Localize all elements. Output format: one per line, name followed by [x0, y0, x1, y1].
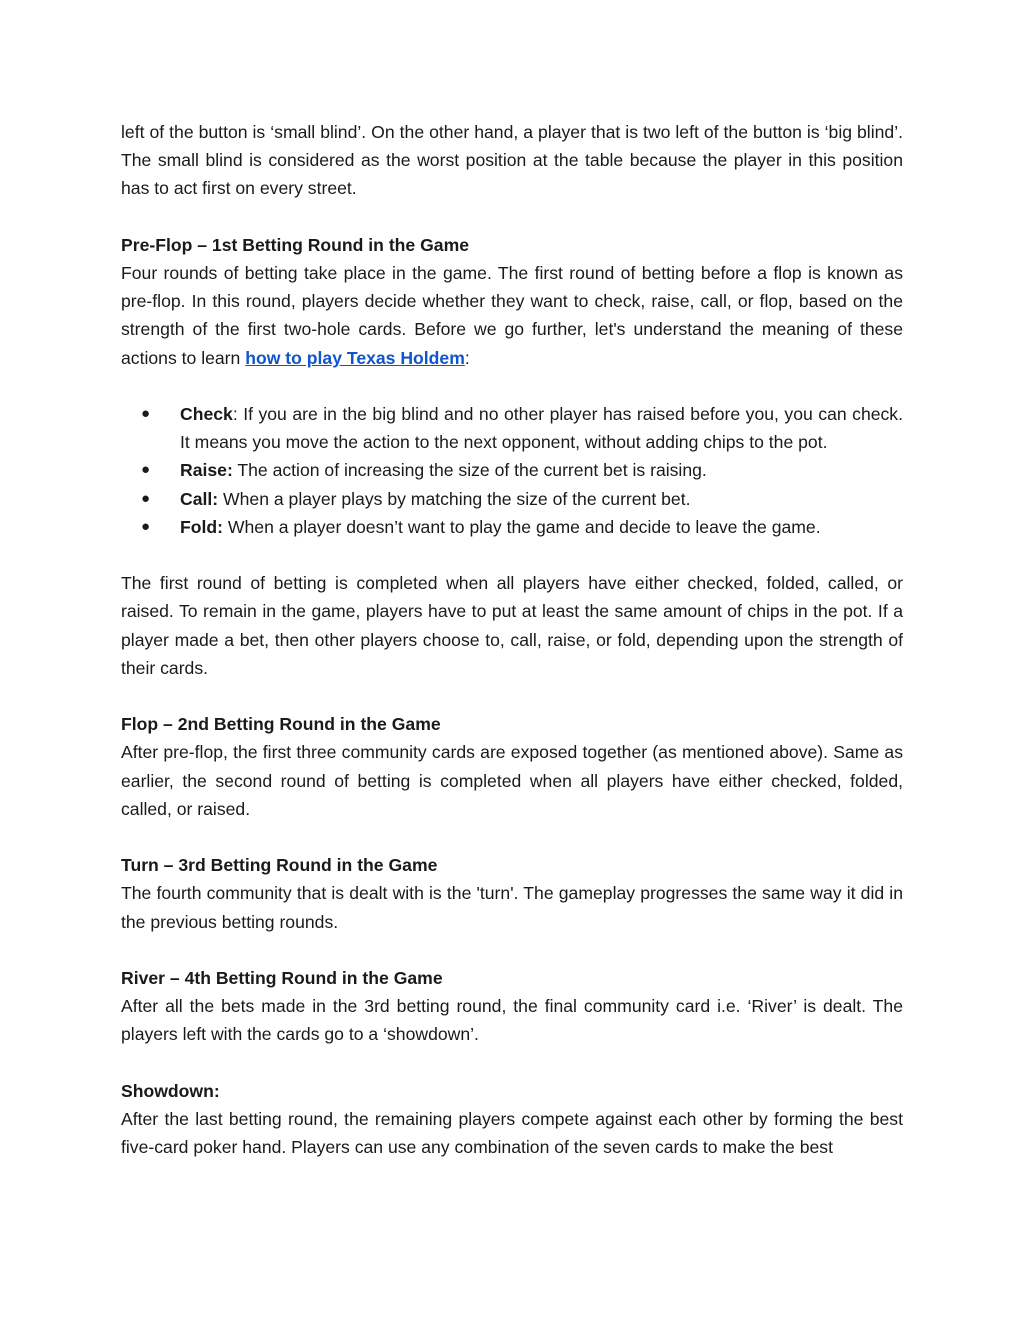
- list-item-raise: [121, 456, 903, 484]
- showdown-paragraph: After the last betting round, the remaining players compete against each other by forming the best five-card poker hand. Players can use any combination of the seven cards to make the best: [121, 1109, 903, 1158]
- bullet-icon: ●: [141, 461, 151, 479]
- list-item-call: [121, 485, 903, 513]
- preflop-text-end: :: [464, 347, 470, 368]
- definition-raise: The action of increasing the size of the current bet is raising.: [232, 460, 707, 481]
- term-call: Call:: [180, 488, 219, 509]
- spacer: [121, 823, 903, 851]
- preflop-text: Four rounds of betting take place in the game. The first round of betting before a flop is known as pre-flop. In this round, players decide whether they want to check, raise, call, or flop, based on the strength of the first two-hole cards. Before we go further, let's understand the meaning of these actions to learn: [121, 263, 903, 368]
- list-item-fold: [121, 513, 903, 541]
- preflop-heading: Pre-Flop – 1st Betting Round in the Game: [121, 234, 469, 255]
- spacer: [121, 1049, 903, 1077]
- spacer: [121, 682, 903, 710]
- actions-list: [121, 400, 903, 541]
- turn-paragraph: The fourth community that is dealt with is the 'turn'. The gameplay progresses the same way it did in the previous betting rounds.: [121, 883, 903, 932]
- river-paragraph: After all the bets made in the 3rd betting round, the final community card i.e. ‘River’ is dealt. The players left with the cards go to a ‘showdown’.: [121, 996, 903, 1045]
- showdown-heading: Showdown:: [121, 1080, 220, 1101]
- preflop-paragraph: [121, 259, 903, 372]
- first-round-paragraph: The first round of betting is completed when all players have either checked, folded, called, or raised. To remain in the game, players have to put at least the same amount of chips in the pot. If a player made a bet, then other players choose to, call, raise, or fold, depending upon the strength of their cards.: [121, 573, 903, 678]
- bullet-icon: ●: [141, 405, 151, 422]
- definition-fold: When a player doesn’t want to play the game and decide to leave the game.: [223, 516, 821, 537]
- document-page: [121, 118, 903, 1161]
- definition-call: When a player plays by matching the size of the current bet.: [218, 488, 691, 509]
- term-raise: Raise:: [180, 460, 233, 481]
- spacer: [121, 203, 903, 231]
- term-fold: Fold:: [180, 516, 223, 537]
- river-heading: River – 4th Betting Round in the Game: [121, 968, 443, 988]
- term-check: Check: [180, 404, 233, 424]
- spacer: [121, 372, 903, 400]
- bullet-icon: ●: [141, 489, 151, 507]
- flop-paragraph: After pre-flop, the first three community cards are exposed together (as mentioned above). Same as earlier, the second round of betting is completed when all players have either checked, folded, called, or raised.: [121, 742, 903, 819]
- spacer: [121, 936, 903, 964]
- spacer: [121, 541, 903, 569]
- list-item-check: [121, 400, 903, 456]
- turn-heading: Turn – 3rd Betting Round in the Game: [121, 855, 438, 876]
- flop-heading: Flop – 2nd Betting Round in the Game: [121, 714, 441, 735]
- definition-check: : If you are in the big blind and no other player has raised before you, you can check. It means you move the action to the next opponent, without adding chips to the pot.: [180, 404, 903, 453]
- bullet-icon: ●: [141, 517, 151, 535]
- intro-paragraph: left of the button is ‘small blind’. On the other hand, a player that is two left of the button is ‘big blind’. The small blind is considered as the worst position at the table because the player in this position has to act first on every street.: [121, 122, 903, 199]
- texas-holdem-link[interactable]: how to play Texas Holdem: [245, 347, 465, 368]
